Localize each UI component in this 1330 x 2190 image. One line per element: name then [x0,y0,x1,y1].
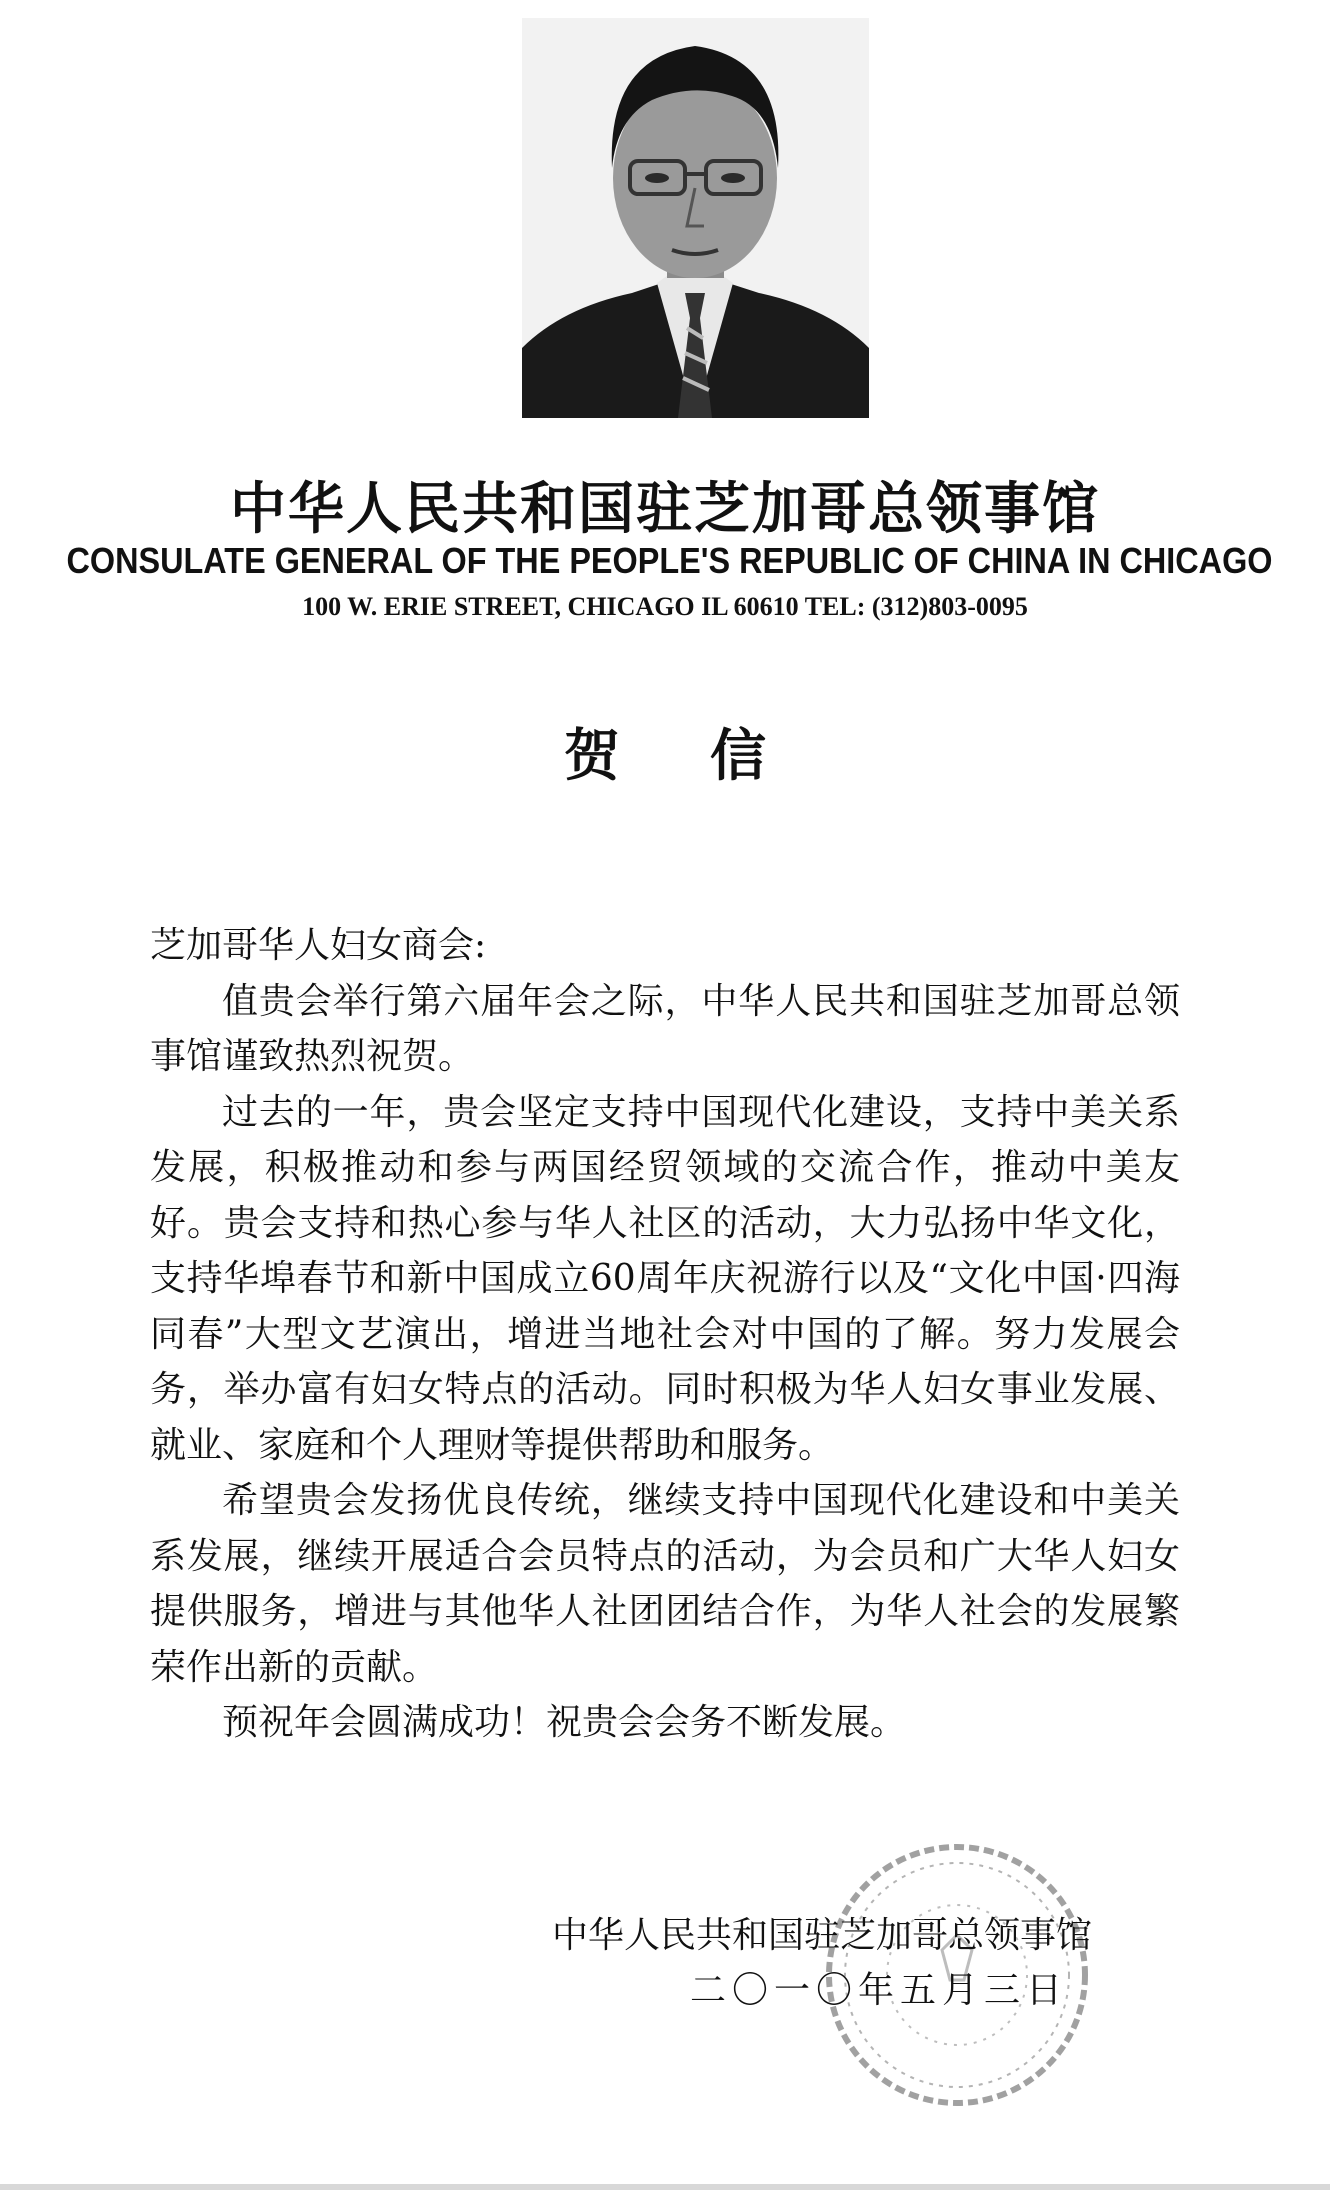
salutation: 芝加哥华人妇女商会: [150,925,487,966]
paragraph: 预祝年会圆满成功！祝贵会会务不断发展。 [222,1702,907,1743]
scan-edge [0,2184,1330,2190]
signature-date: 二〇一〇年五月三日 [690,1970,1069,2011]
consulate-address: 100 W. ERIE STREET, CHICAGO IL 60610 TEL: (312)803-0095 [302,592,1028,621]
paragraph: 值贵会举行第六届年会之际，中华人民共和国驻芝加哥总领事馆谨致热烈祝贺。 [150,980,1180,1077]
signature-block [552,1908,1152,2018]
paragraph: 过去的一年，贵会坚定支持中国现代化建设，支持中美关系发展，积极推动和参与两国经贸领域的交流合作，推动中美友好。贵会支持和热心参与华人社区的活动，大力弘扬中华文化，支持华埠春节和新中国成立60周年庆祝游行以及“文化中国·四海同春”大型文艺演出，增进当地社会对中国的了解。努力发展会务，举办富有妇女特点的活动。同时积极为华人妇女事业发展、就业、家庭和个人理财等提供帮助和服务。 [150,1091,1180,1466]
consulate-name-chinese: 中华人民共和国驻芝加哥总领事馆 [230,476,1100,542]
signature-organization: 中华人民共和国驻芝加哥总领事馆 [552,1915,1093,1956]
letter-body [150,918,1180,1751]
paragraph: 希望贵会发扬优良传统，继续支持中国现代化建设和中美关系发展，继续开展适合会员特点的活动，为会员和广大华人妇女提供服务，增进与其他华人社团团结合作，为华人社会的发展繁荣作出新的贡献。 [150,1480,1180,1688]
consulate-name-english: CONSULATE GENERAL OF THE PEOPLE'S REPUBLIC OF CHINA IN CHICAGO [66,540,1273,581]
portrait-photo [522,18,869,418]
letter-title: 贺信 [564,723,856,789]
